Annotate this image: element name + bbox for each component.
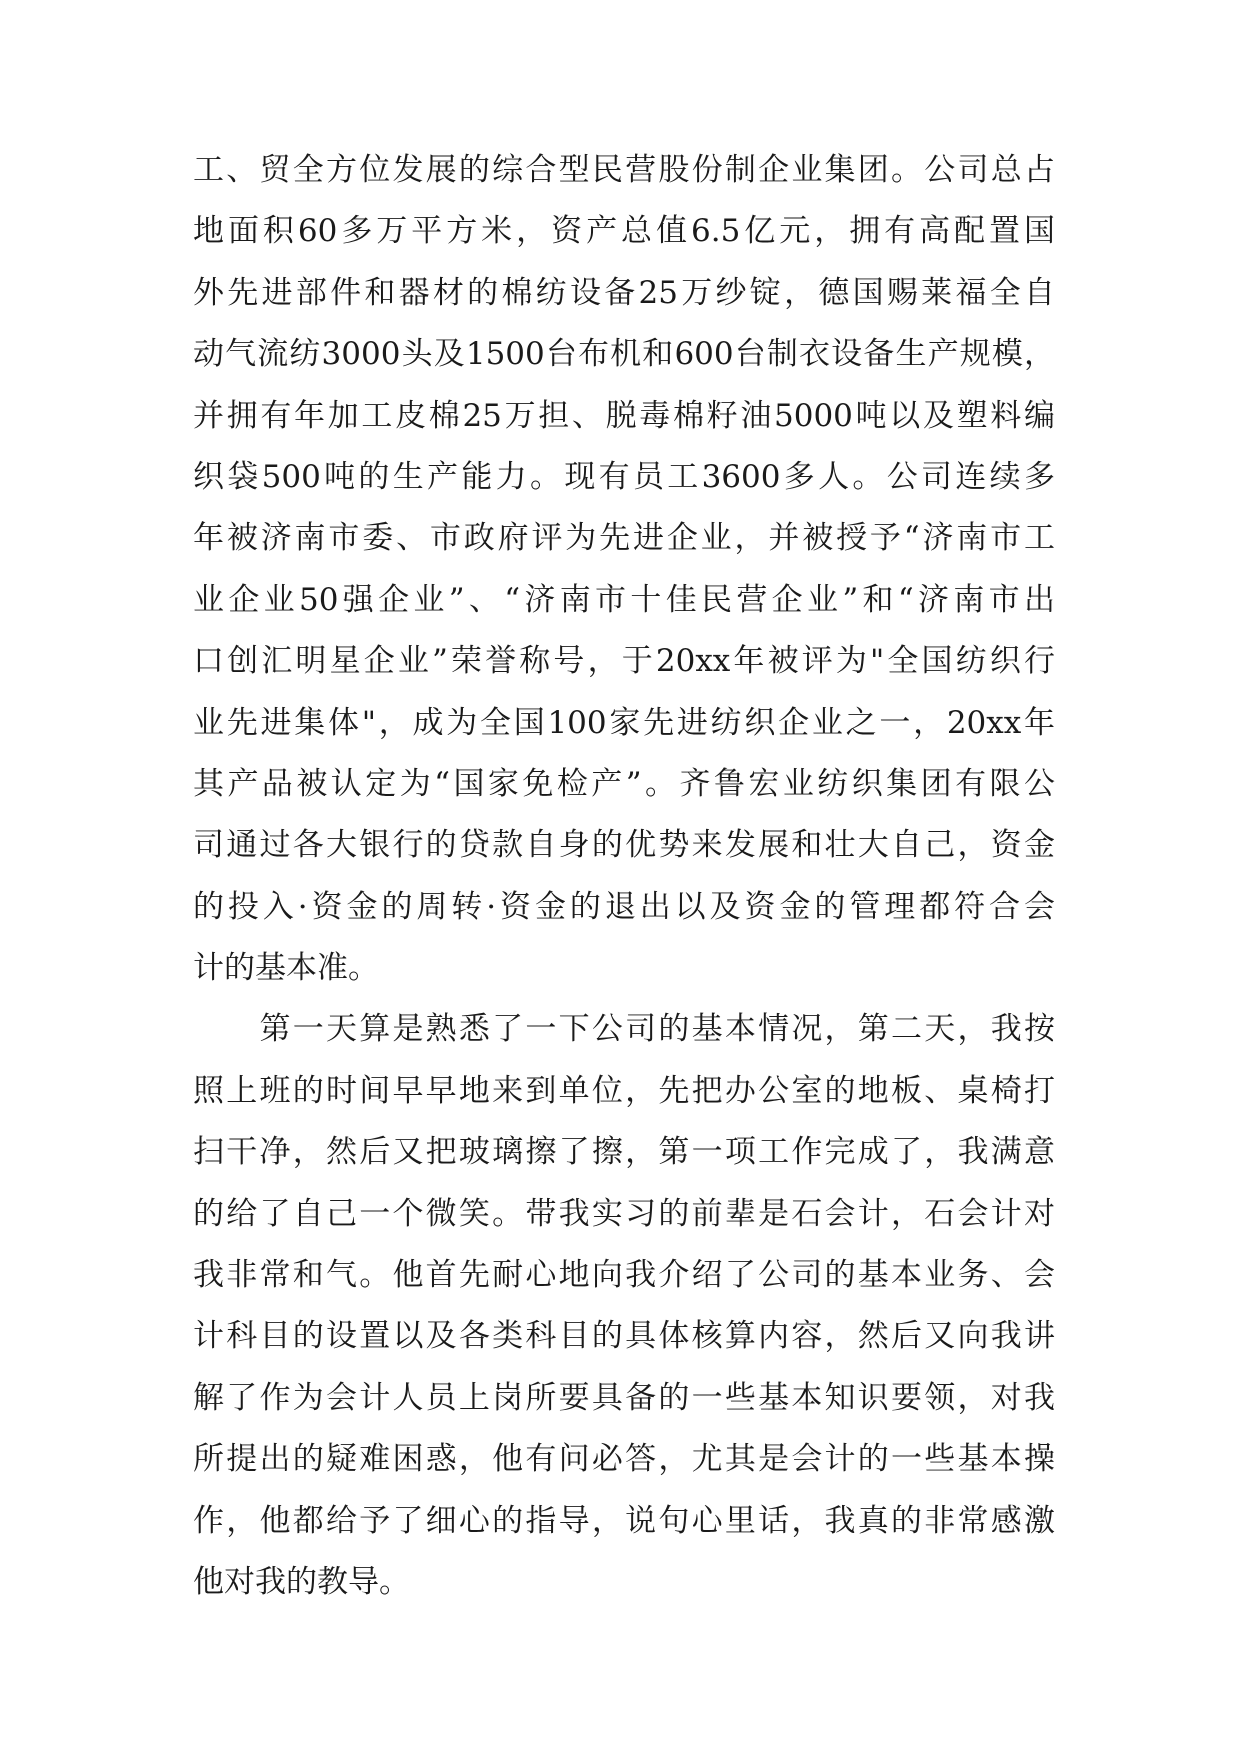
text-line: 扫干净，然后又把玻璃擦了擦，第一项工作完成了，我满意 xyxy=(193,1134,1055,1171)
text-line: 计的基本准。 xyxy=(193,950,379,987)
text-line: 外先进部件和器材的棉纺设备25万纱锭，德国赐莱福全自 xyxy=(193,274,1055,311)
text-line: 照上班的时间早早地来到单位，先把办公室的地板、桌椅打 xyxy=(193,1072,1055,1109)
text-line: 织袋500吨的生产能力。现有员工3600多人。公司连续多 xyxy=(193,458,1055,495)
text-line: 工、贸全方位发展的综合型民营股份制企业集团。公司总占 xyxy=(193,152,1055,188)
text-line: 解了作为会计人员上岗所要具备的一些基本知识要领，对我 xyxy=(193,1379,1055,1416)
text-line: 并拥有年加工皮棉25万担、脱毒棉籽油5000吨以及塑料编 xyxy=(193,397,1055,434)
text-line: 司通过各大银行的贷款自身的优势来发展和壮大自己，资金 xyxy=(193,827,1055,864)
text-line: 计科目的设置以及各类科目的具体核算内容，然后又向我讲 xyxy=(193,1318,1055,1355)
text-line: 口创汇明星企业”荣誉称号，于20xx年被评为"全国纺织行 xyxy=(193,643,1055,680)
paragraph-2 xyxy=(193,999,1055,1613)
paragraph-1 xyxy=(193,140,1055,999)
text-line: 地面积60多万平方米，资产总值6.5亿元，拥有高配置国 xyxy=(193,213,1055,250)
text-line: 的投入·资金的周转·资金的退出以及资金的管理都符合会 xyxy=(193,888,1055,925)
text-line: 作，他都给予了细心的指导，说句心里话，我真的非常感激 xyxy=(193,1502,1055,1539)
text-line: 年被济南市委、市政府评为先进企业，并被授予“济南市工 xyxy=(193,520,1055,557)
text-line: 他对我的教导。 xyxy=(193,1563,410,1600)
text-line: 我非常和气。他首先耐心地向我介绍了公司的基本业务、会 xyxy=(193,1257,1055,1294)
body-text xyxy=(193,140,1055,1613)
text-line: 动气流纺3000头及1500台布机和600台制衣设备生产规模， xyxy=(193,336,1055,373)
text-line: 所提出的疑难困惑，他有问必答，尤其是会计的一些基本操 xyxy=(193,1441,1055,1478)
text-line: 的给了自己一个微笑。带我实习的前辈是石会计，石会计对 xyxy=(193,1195,1055,1232)
text-line: 业先进集体"，成为全国100家先进纺织企业之一，20xx年 xyxy=(193,704,1055,741)
text-line: 业企业50强企业”、“济南市十佳民营企业”和“济南市出 xyxy=(193,581,1055,618)
text-line: 其产品被认定为“国家免检产”。齐鲁宏业纺织集团有限公 xyxy=(193,765,1055,802)
text-line: 第一天算是熟悉了一下公司的基本情况，第二天，我按 xyxy=(193,1011,1055,1048)
